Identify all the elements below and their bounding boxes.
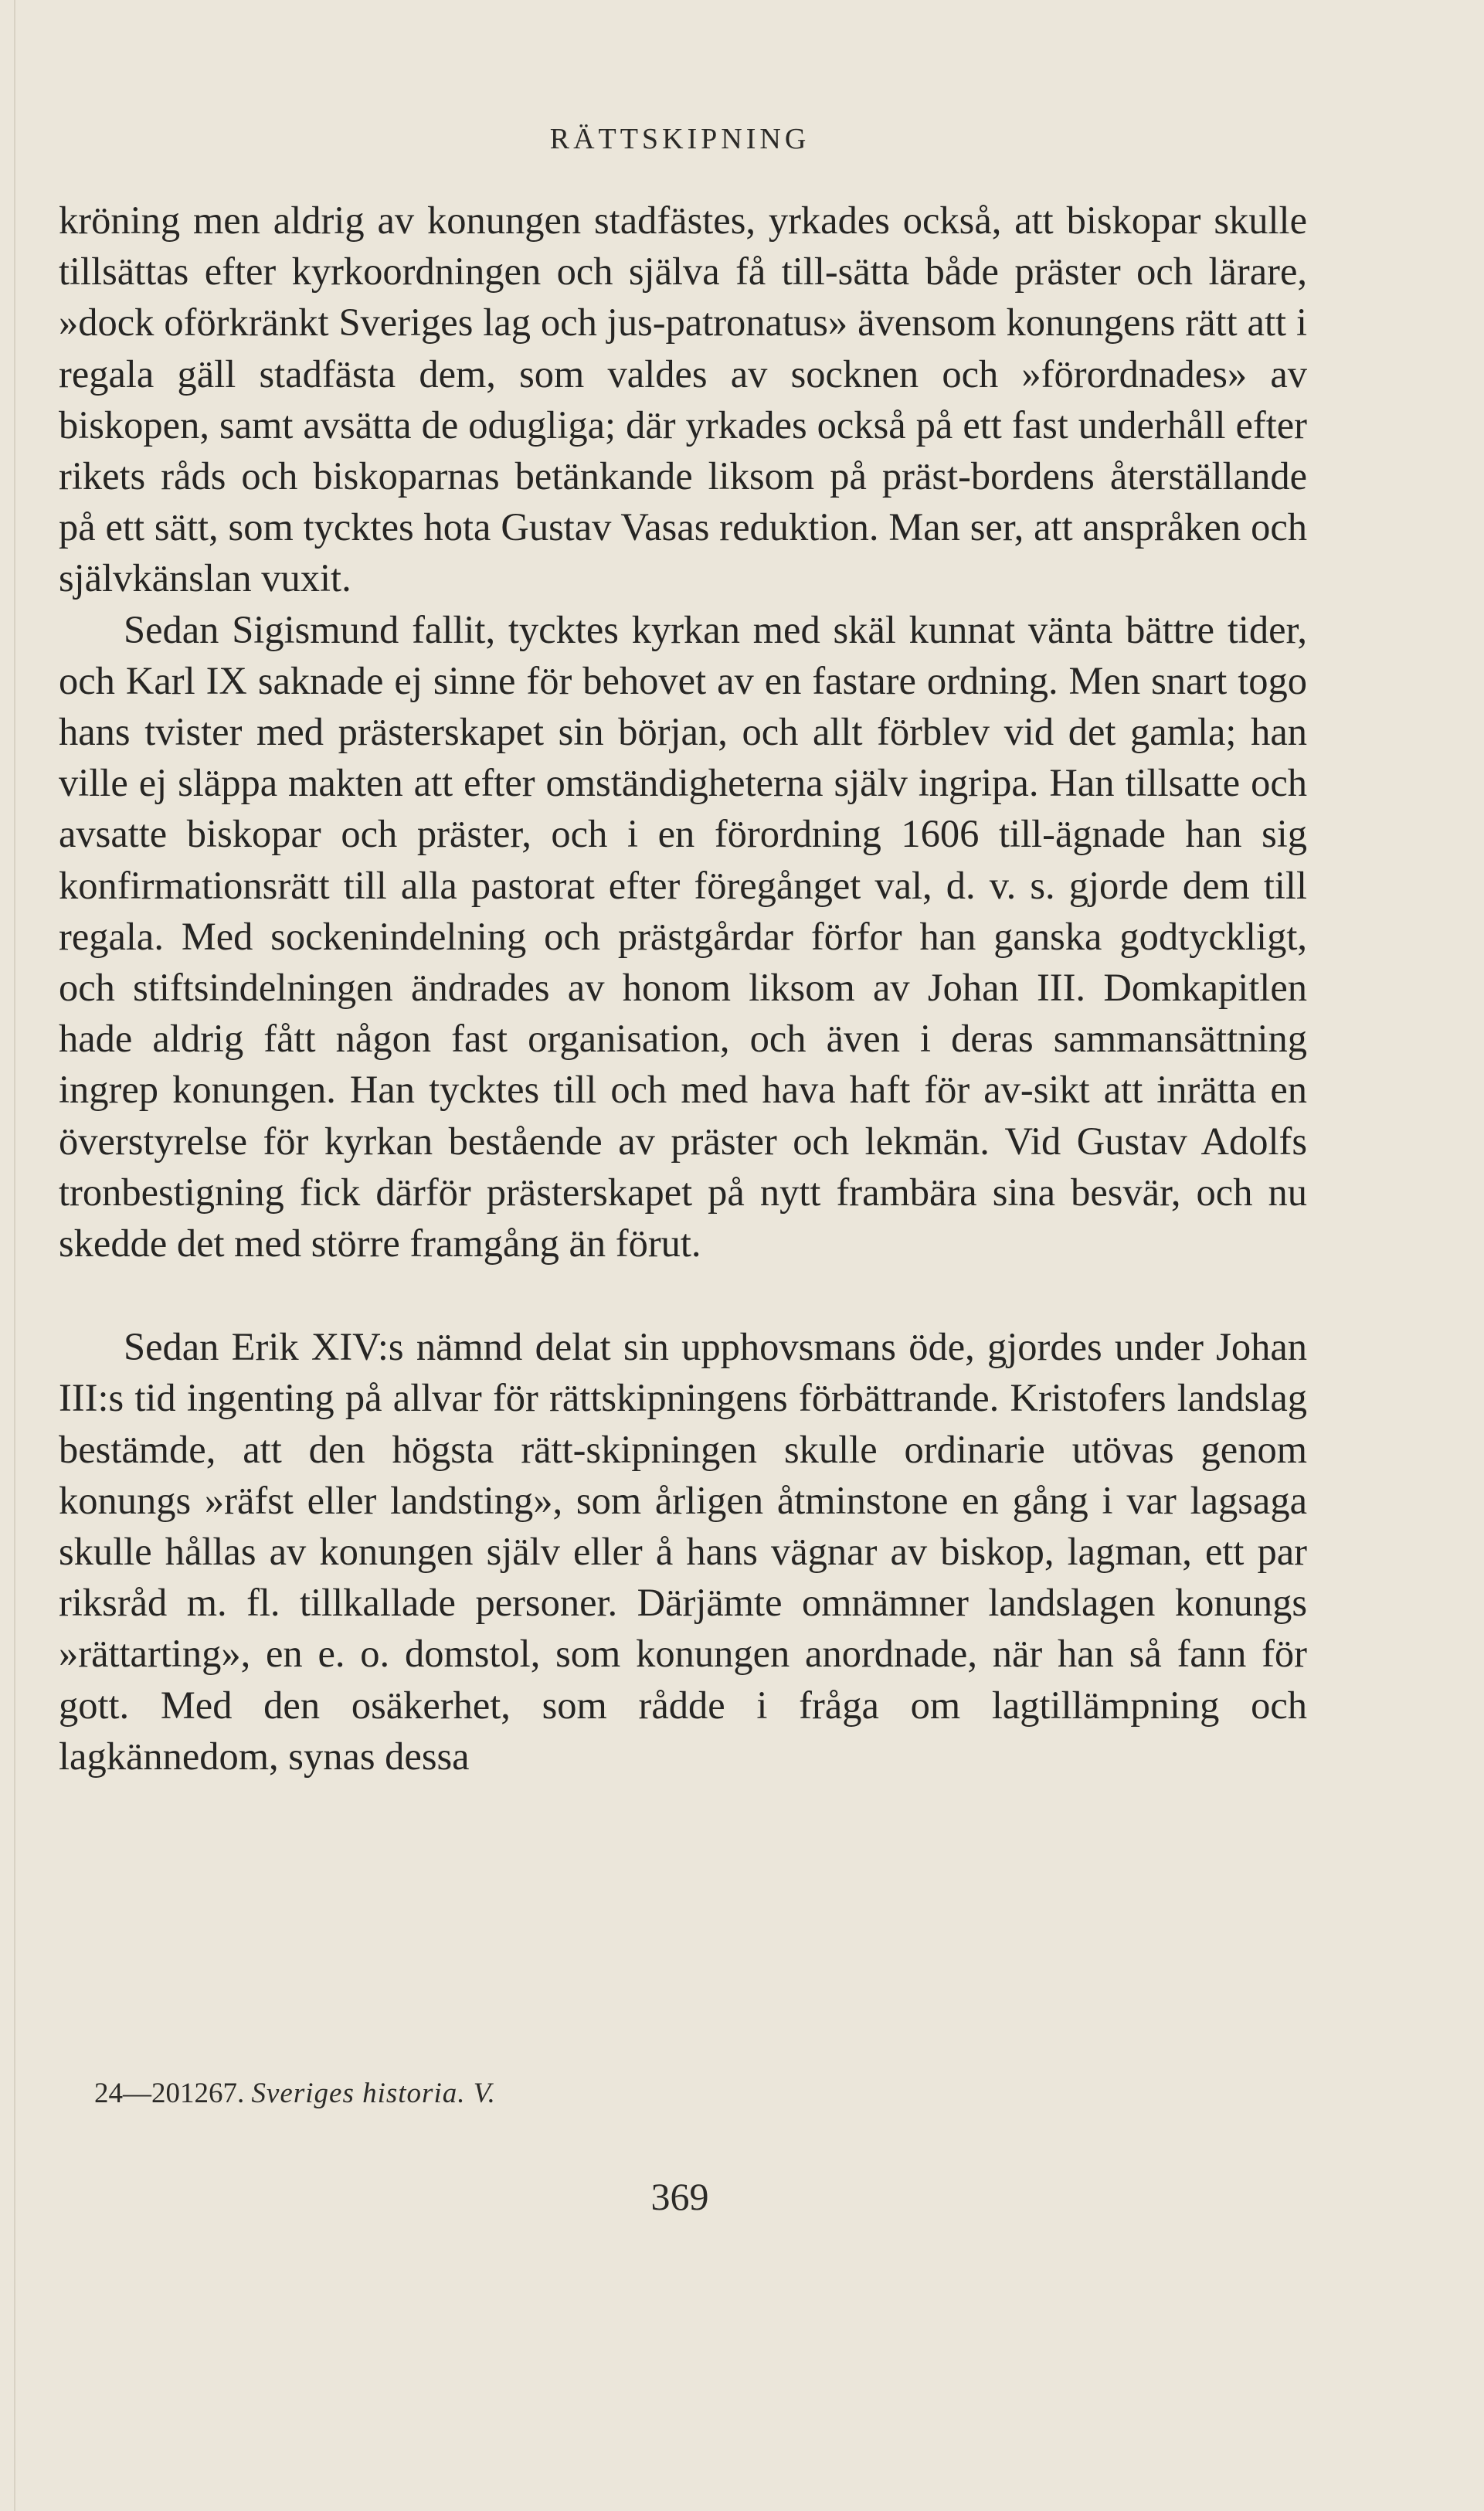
- running-head: RÄTTSKIPNING: [549, 123, 810, 155]
- publication-title: Sveriges historia. V.: [251, 2078, 496, 2109]
- body-text: [59, 195, 1307, 1782]
- paragraph-continued: kröning men aldrig av konungen stadfästes, yrkades också, att biskopar skulle tillsättas efter kyrkoordningen och själva få till-sätta både präster och lärare, »dock oförkränkt Sveriges lag och jus-patronatus» ävensom konungens rätt att i regala gäll stadfästa dem, som valdes av socknen och »förordnades» av biskopen, samt avsätta de odugliga; där yrkades också på ett fast underhåll efter rikets råds och biskoparnas betänkande liksom på präst-bordens återställande på ett sätt, som tycktes hota Gustav Vasas reduktion. Man ser, att anspråken och självkänslan vuxit.: [59, 199, 1307, 600]
- paragraph-erik-xiv: Sedan Erik XIV:s nämnd delat sin upphovsmans öde, gjordes under Johan III:s tid ingenting på allvar för rättskipningens förbättrande. Kristofers landslag bestämde, att den högsta rätt-skipningen skulle ordinarie utövas genom konungs »räfst eller landsting», som årligen åtminstone en gång i var lagsaga skulle hållas av konungen själv eller å hans vägnar av biskop, lagman, ett par riksråd m. fl. tillkallade personer. Därjämte omnämner landslagen konungs »rättarting», en e. o. domstol, som konungen anordnade, när han så fann för gott. Med den osäkerhet, som rådde i fråga om lagtillämpning och lagkännedom, synas dessa: [59, 1325, 1307, 1778]
- signature-number: 24—201267.: [94, 2078, 245, 2109]
- page-edge-line: [14, 0, 15, 2511]
- page-number: 369: [650, 2175, 709, 2218]
- paragraph-sigismund: Sedan Sigismund fallit, tycktes kyrkan med skäl kunnat vänta bättre tider, och Karl IX saknade ej sinne för behovet av en fastare ordning. Men snart togo hans tvister med prästerskapet sin början, och allt förblev vid det gamla; han ville ej släppa makten att efter omständigheterna själv ingripa. Han tillsatte och avsatte biskopar och präster, och i en förordning 1606 till-ägnade han sig konfirmationsrätt till alla pastorat efter föregånget val, d. v. s. gjorde dem till regala. Med sockenindelning och prästgårdar förfor han ganska godtyckligt, och stiftsindelningen ändrades av honom liksom av Johan III. Domkapitlen hade aldrig fått någon fast organisation, och även i deras sammansättning ingrep konungen. Han tycktes till och med hava haft för av-sikt att inrätta en överstyrelse för kyrkan bestående av präster och lekmän. Vid Gustav Adolfs tronbestigning fick därför prästerskapet på nytt frambära sina besvär, och nu skedde det med större framgång än förut.: [59, 607, 1307, 1266]
- printer-signature: [94, 2077, 496, 2110]
